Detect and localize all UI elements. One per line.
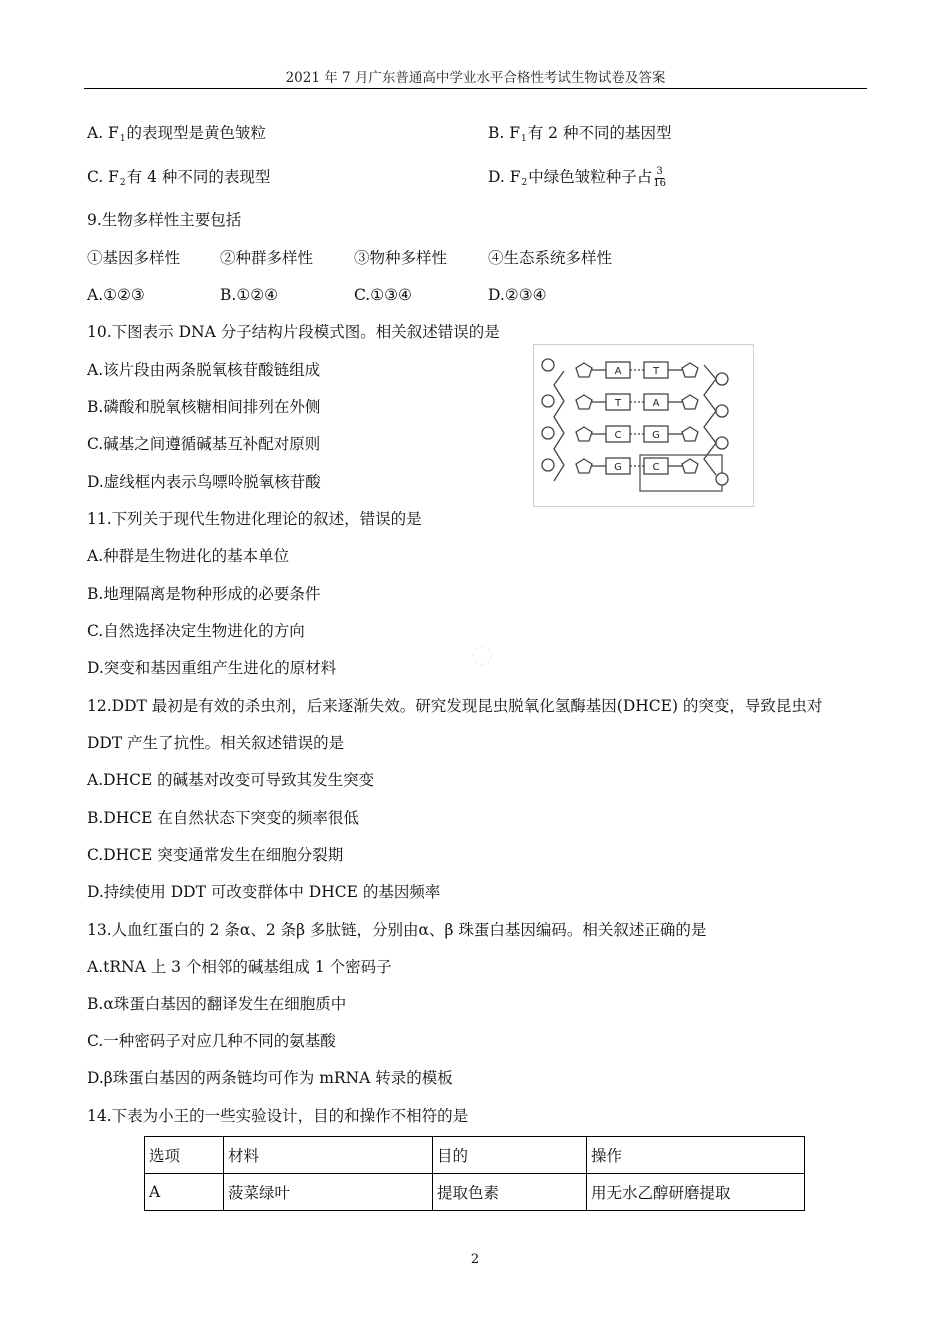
table-header-cell: 操作 — [587, 1137, 805, 1174]
watermark: ◌ — [463, 636, 500, 674]
q13-stem: 13.人血红蛋白的 2 条α、2 条β 多肽链，分别由α、β 珠蛋白基因编码。相关叙述正确的是 — [87, 921, 707, 939]
table-cell: 提取色素 — [433, 1174, 587, 1211]
phosphate-circle — [716, 373, 728, 385]
q11-option-c: C.自然选择决定生物进化的方向 — [87, 622, 305, 640]
header-rule — [84, 88, 867, 89]
q14-stem: 14.下表为小王的一些实验设计，目的和操作不相符的是 — [87, 1107, 469, 1125]
q13-option-a: A.tRNA 上 3 个相邻的碱基组成 1 个密码子 — [87, 958, 392, 976]
table-header-cell: 选项 — [145, 1137, 224, 1174]
deoxyribose-pentagon — [682, 459, 698, 473]
q9-option-a: A.①②③ — [87, 286, 145, 304]
q9-item-1: ①基因多样性 — [87, 249, 181, 267]
deoxyribose-pentagon — [576, 427, 592, 441]
base-label-right: A — [652, 398, 660, 409]
q9-option-c: C.①③④ — [354, 286, 412, 304]
q11-option-a: A.种群是生物进化的基本单位 — [87, 547, 290, 565]
q9-stem: 9.生物多样性主要包括 — [87, 211, 242, 229]
q10-option-b: B.磷酸和脱氧核糖相间排列在外侧 — [87, 398, 321, 416]
phosphate-circle — [716, 405, 728, 417]
table-cell: A — [145, 1174, 224, 1211]
q13-option-c: C.一种密码子对应几种不同的氨基酸 — [87, 1032, 336, 1050]
phosphate-circle — [542, 459, 554, 471]
base-label-right: C — [652, 462, 660, 473]
deoxyribose-pentagon — [576, 363, 592, 377]
table-header-row — [145, 1137, 805, 1174]
phosphate-circle — [716, 473, 728, 485]
deoxyribose-pentagon — [682, 427, 698, 441]
q9-item-3: ③物种多样性 — [354, 249, 448, 267]
q12-option-c: C.DHCE 突变通常发生在细胞分裂期 — [87, 846, 344, 864]
base-label-left: A — [614, 366, 622, 377]
q11-stem: 11.下列关于现代生物进化理论的叙述，错误的是 — [87, 510, 422, 528]
base-label-right: G — [652, 430, 660, 441]
left-backbone — [554, 371, 564, 481]
q8-option-a: A. $F_1$的表现型是黄色皱粒 — [87, 124, 267, 144]
dna-diagram — [534, 345, 753, 506]
q12-option-b: B.DHCE 在自然状态下突变的频率很低 — [87, 809, 359, 827]
q9-item-2: ②种群多样性 — [220, 249, 314, 267]
q12-option-d: D.持续使用 DDT 可改变群体中 DHCE 的基因频率 — [87, 883, 441, 901]
q8-option-b: B. $F_1$有 2 种不同的基因型 — [488, 124, 672, 144]
q13-option-b: B.α珠蛋白基因的翻译发生在细胞质中 — [87, 995, 347, 1013]
q10-option-a: A.该片段由两条脱氧核苷酸链组成 — [87, 361, 321, 379]
q8-option-c: C. $F_2$有 4 种不同的表现型 — [87, 168, 271, 188]
q10-stem: 10.下图表示 DNA 分子结构片段模式图。相关叙述错误的是 — [87, 323, 500, 341]
phosphate-circle — [542, 359, 554, 371]
dna-structure-figure — [533, 344, 754, 507]
phosphate-circle — [542, 395, 554, 407]
base-label-left: C — [614, 430, 622, 441]
experiment-table — [144, 1136, 805, 1211]
q8-option-d: D. $F_2$中绿色皱粒种子占 $\frac{3}{16}$ — [488, 166, 666, 189]
base-label-left: G — [614, 462, 622, 473]
q12-stem-line2: DDT 产生了抗性。相关叙述错误的是 — [87, 734, 345, 752]
table-header-cell: 目的 — [433, 1137, 587, 1174]
right-backbone — [704, 365, 716, 475]
page-header: 2021 年 7 月广东普通高中学业水平合格性考试生物试卷及答案 — [285, 70, 666, 86]
table-cell: 用无水乙醇研磨提取 — [587, 1174, 805, 1211]
q12-option-a: A.DHCE 的碱基对改变可导致其发生突变 — [87, 771, 375, 789]
q13-option-d: D.β珠蛋白基因的两条链均可作为 mRNA 转录的模板 — [87, 1069, 453, 1087]
phosphate-circle — [542, 427, 554, 439]
base-label-left: T — [614, 398, 622, 409]
deoxyribose-pentagon — [682, 395, 698, 409]
deoxyribose-pentagon — [682, 363, 698, 377]
deoxyribose-pentagon — [576, 395, 592, 409]
base-label-right: T — [652, 366, 660, 377]
table-header-cell: 材料 — [224, 1137, 433, 1174]
page-number: 2 — [470, 1252, 480, 1267]
q9-option-d: D.②③④ — [488, 286, 547, 304]
table-row — [145, 1174, 805, 1211]
deoxyribose-pentagon — [576, 459, 592, 473]
q10-option-d: D.虚线框内表示鸟嘌呤脱氧核苷酸 — [87, 473, 321, 491]
q11-option-d: D.突变和基因重组产生进化的原材料 — [87, 659, 337, 677]
q9-option-b: B.①②④ — [220, 286, 279, 304]
q12-stem-line1: 12.DDT 最初是有效的杀虫剂，后来逐渐失效。研究发现昆虫脱氧化氢酶基因(DHCE) 的突变，导致昆虫对 — [87, 697, 823, 715]
phosphate-circle — [716, 437, 728, 449]
q11-option-b: B.地理隔离是物种形成的必要条件 — [87, 585, 321, 603]
q9-item-4: ④生态系统多样性 — [488, 249, 613, 267]
fraction: $\frac{3}{16}$ — [653, 166, 666, 189]
table-cell: 菠菜绿叶 — [224, 1174, 433, 1211]
q10-option-c: C.碱基之间遵循碱基互补配对原则 — [87, 435, 321, 453]
